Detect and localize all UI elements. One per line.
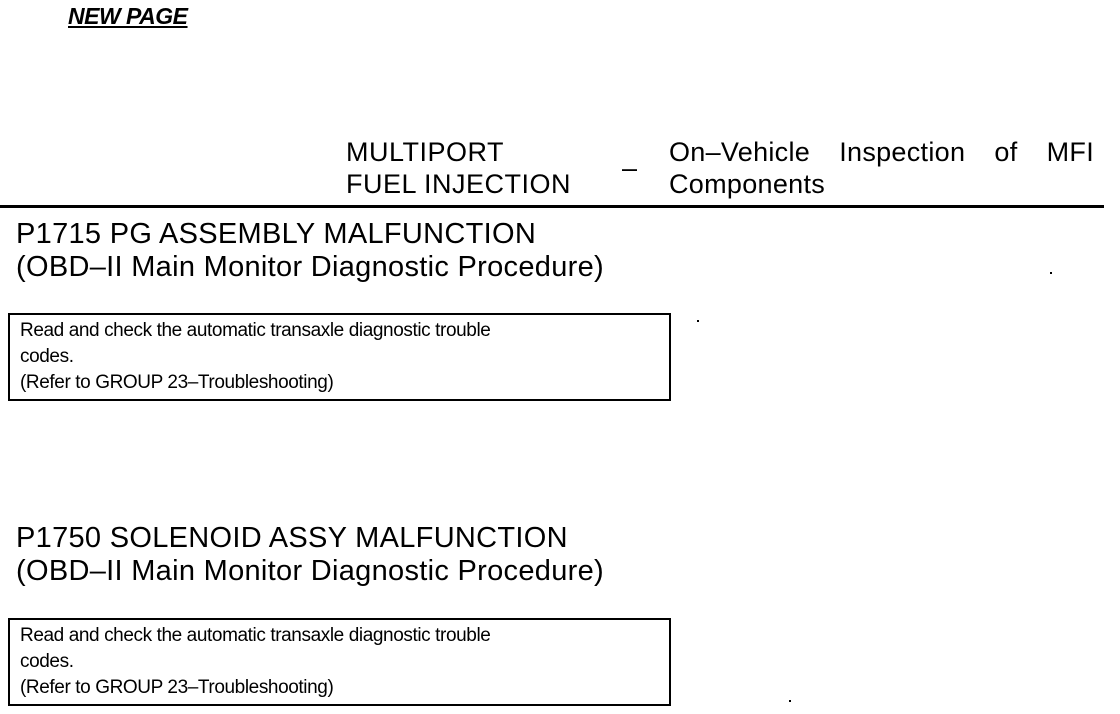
scan-speck — [789, 700, 791, 702]
section-name — [346, 136, 571, 200]
step-text-line: Read and check the automatic transaxle diagnostic trouble — [20, 320, 491, 341]
procedure-subtitle: (OBD–II Main Monitor Diagnostic Procedure) — [16, 555, 604, 587]
scan-speck — [1050, 272, 1052, 274]
topic-name-line — [669, 136, 1094, 168]
section-name-line: MULTIPORT — [346, 137, 505, 167]
procedure-heading — [16, 522, 604, 588]
procedure-step-box — [8, 618, 671, 706]
scan-speck — [697, 320, 699, 322]
topic-word: of — [994, 137, 1018, 167]
topic-word: On–Vehicle — [669, 137, 811, 167]
step-text-line: (Refer to GROUP 23–Troubleshooting) — [20, 677, 334, 698]
procedure-title: P1750 SOLENOID ASSY MALFUNCTION — [16, 522, 568, 554]
topic-word: Inspection — [839, 137, 966, 167]
step-text-line: codes. — [20, 346, 74, 367]
topic-word: MFI — [1046, 137, 1094, 167]
topic-name — [669, 136, 1094, 200]
new-page-notice: NEW PAGE — [68, 3, 188, 29]
step-text-line: codes. — [20, 651, 74, 672]
procedure-title: P1715 PG ASSEMBLY MALFUNCTION — [16, 218, 537, 250]
topic-name-line: Components — [669, 169, 826, 199]
header-rule — [0, 205, 1104, 208]
step-text-line: (Refer to GROUP 23–Troubleshooting) — [20, 372, 334, 393]
procedure-heading — [16, 218, 604, 284]
procedure-step-box — [8, 313, 671, 401]
procedure-subtitle: (OBD–II Main Monitor Diagnostic Procedure) — [16, 251, 604, 283]
step-text-line: Read and check the automatic transaxle diagnostic trouble — [20, 625, 491, 646]
header-separator: – — [622, 153, 638, 183]
section-name-line: FUEL INJECTION — [346, 169, 572, 199]
